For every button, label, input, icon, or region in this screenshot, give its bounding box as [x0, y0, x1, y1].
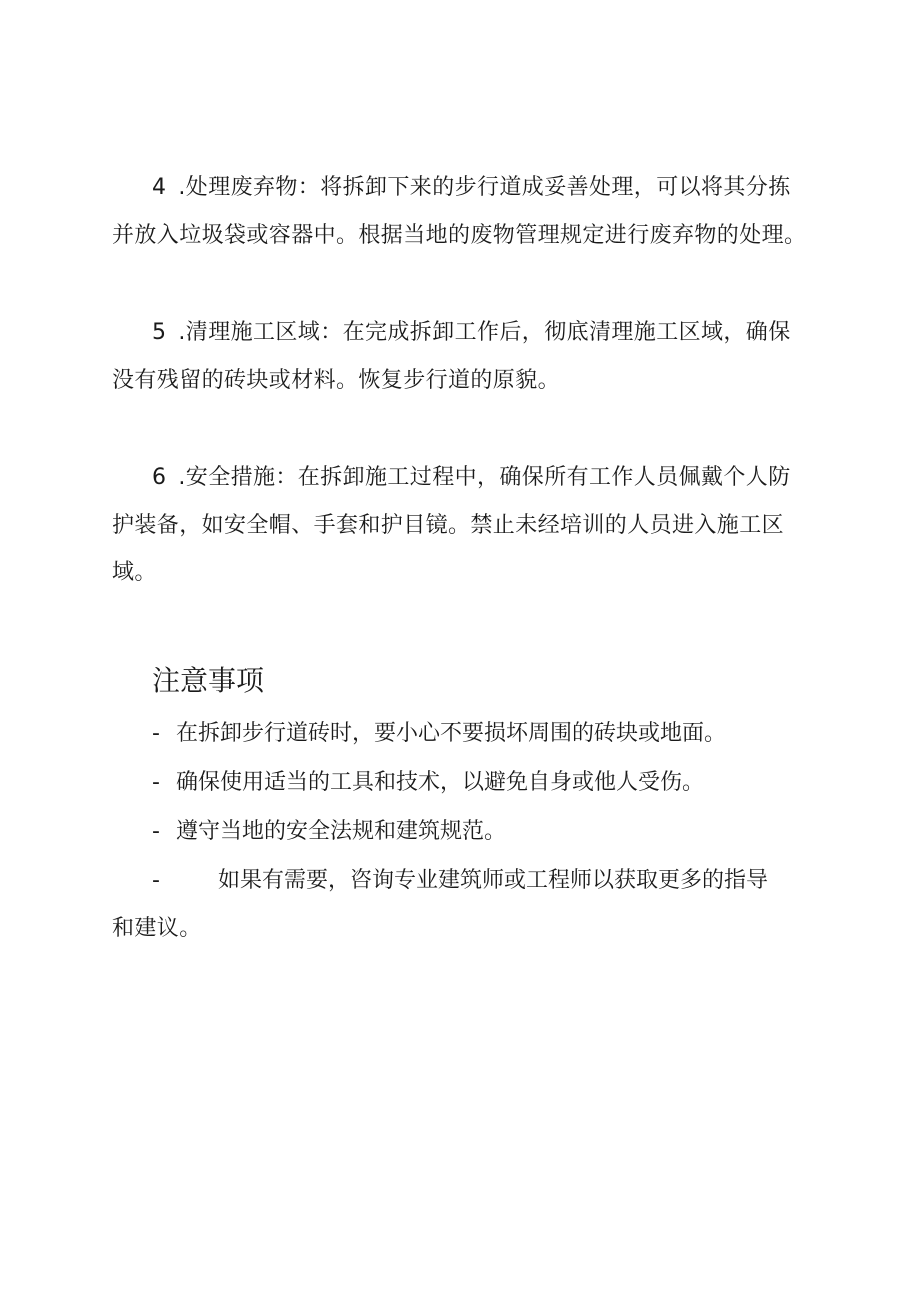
bullet-dash: - [152, 819, 160, 844]
notes-bullet-2 [152, 767, 704, 799]
notes-bullet-1 [152, 718, 726, 750]
item-6-text-1: .安全措施：在拆卸施工过程中，确保所有工作人员佩戴个人防 [178, 465, 791, 490]
notes-bullet-3 [152, 816, 506, 848]
item-5-line-1 [152, 317, 791, 349]
notes-bullet-3-text: 遵守当地的安全法规和建筑规范。 [176, 819, 507, 844]
item-5-text-1: .清理施工区域：在完成拆卸工作后，彻底清理施工区域，确保 [178, 320, 791, 345]
item-6-number: 6 [152, 465, 167, 490]
notes-bullet-2-text: 确保使用适当的工具和技术，以避免自身或他人受伤。 [176, 770, 705, 795]
item-4-line-1 [152, 172, 791, 204]
notes-bullet-4-continuation: 和建议。 [112, 916, 202, 941]
notes-bullet-1-text: 在拆卸步行道砖时，要小心不要损坏周围的砖块或地面。 [176, 721, 727, 746]
bullet-dash: - [152, 868, 160, 893]
notes-heading: 注意事项 [152, 664, 265, 697]
item-4-text-1: .处理废弃物：将拆卸下来的步行道成妥善处理，可以将其分拣 [178, 175, 791, 200]
item-5-line-2: 没有残留的砖块或材料。恢复步行道的原貌。 [112, 368, 561, 393]
bullet-dash: - [152, 770, 160, 795]
bullet-dash: - [152, 721, 160, 746]
item-6-line-1 [152, 462, 791, 494]
item-5-number: 5 [152, 320, 167, 345]
item-6-line-3: 域。 [112, 560, 157, 585]
notes-bullet-4-text: 如果有需要，咨询专业建筑师或工程师以获取更多的指导 [218, 868, 769, 893]
notes-bullet-4 [152, 865, 768, 897]
item-6-line-2: 护装备，如安全帽、手套和护目镜。禁止未经培训的人员进入施工区 [112, 513, 785, 538]
item-4-line-2: 并放入垃圾袋或容器中。根据当地的废物管理规定进行废弃物的处理。 [112, 223, 807, 248]
item-4-number: 4 [152, 175, 167, 200]
